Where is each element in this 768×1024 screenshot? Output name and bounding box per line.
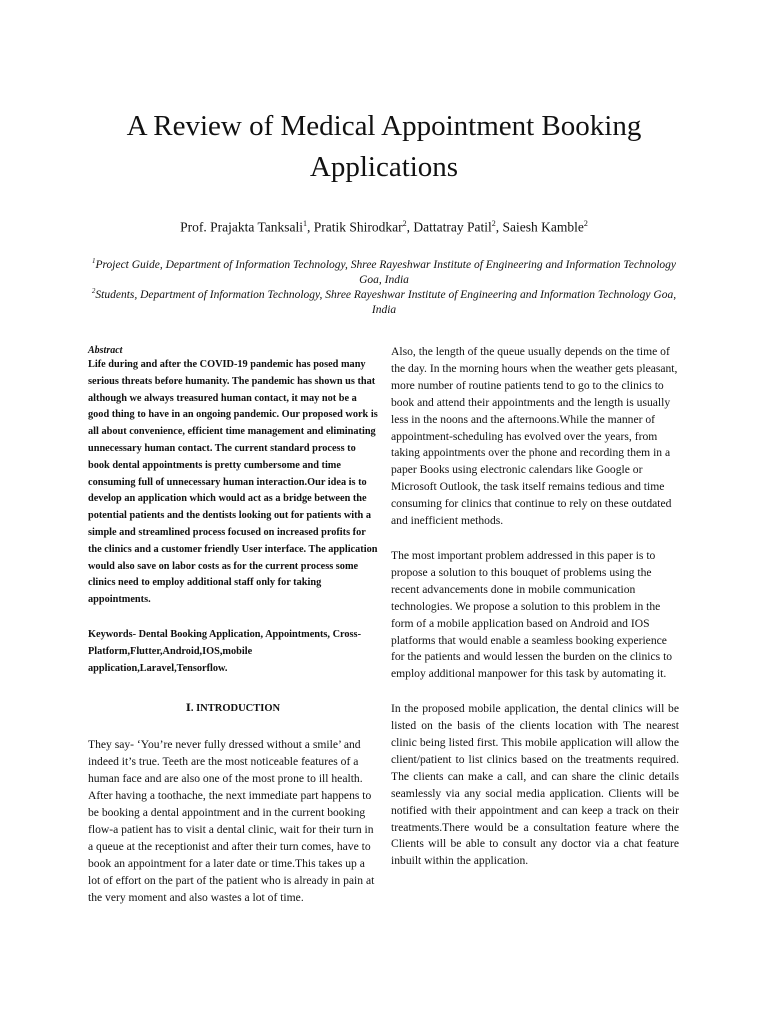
paper-title: A Review of Medical Appointment Booking Applications (126, 110, 642, 183)
author-name: Pratik Shirodkar (313, 219, 403, 235)
body-paragraph: Also, the length of the queue usually depends on the time of the day. In the morning hours when the weather gets pleasant, more number of routine patients tend to go to the clinics to book and attend their appointments and the length is usually less in the noons and the afternoons.While the manner of appointment-scheduling has evolved over the years, from taking appointments over the phone and recording them in a paper Books using electronic calendars like Google or Microsoft Outlook, the task itself remains tedious and time consuming for clinics that continue to rely on these outdated and inefficient methods. (391, 345, 678, 528)
abstract-heading: Abstract (88, 345, 123, 356)
affiliation-marker: 1 (91, 257, 96, 265)
author-affiliation-marker: 2 (491, 219, 496, 228)
body-paragraph: The most important problem addressed in this paper is to propose a solution to this bouquet of problems using the recent advancements done in mobile communication technologies. We propose a solution to this problem in the form of a mobile application based on Android and IOS platforms that would enable a seamless booking experience for the patients and would lessen the burden on the clinics to employ additional manpower for this task by automating it. (391, 548, 673, 681)
author-name: Prof. Prajakta Tanksali (180, 219, 304, 235)
author-name: Saiesh Kamble (502, 219, 584, 235)
affiliation-marker: 2 (91, 287, 96, 295)
affiliation-text: Project Guide, Department of Information Technology, Shree Rayeshwar Institute of Engineering and Information Technology Goa, India (95, 258, 677, 287)
left-column (88, 344, 378, 906)
author-affiliation-marker: 1 (303, 219, 308, 228)
keywords-text: Keywords- Dental Booking Application, Appointments, Cross-Platform,Flutter,Android,IOS,mobile application,Laravel,Tensorflow. (88, 628, 361, 674)
section-heading-introduction: Ⅰ. INTRODUCTION (185, 703, 281, 715)
abstract-text: Life during and after the COVID-19 pandemic has posed many serious threats before humanity. The pandemic has shown us that although we always treasured human contact, it may not be a good thing to have in an ongoing pandemic. Our proposed work is all about convenience, efficient time management and eliminating unnecessary human contact. The current standard process to book dental appointments is pretty cumbersome and time consuming full of unnecessary human interaction.Our idea is to develop an application which would act as a bridge between the potential patients and the dentists looking out for patients with a simple and streamlined process focused on increased profits for the clinics and a customer friendly User interface. The application would also save on labor costs as for the current process some clinics need to employ additional staff only for taking appointments. (88, 359, 378, 606)
affiliation-text: Students, Department of Information Technology, Shree Rayeshwar Institute of Engineering and Information Technology Goa, India (95, 288, 677, 317)
body-paragraph: In the proposed mobile application, the dental clinics will be listed on the basis of the clients location with The nearest clinic being listed first. This mobile application will allow the client/patient to list clinics based on the treatments required. The clients can make a call, and can share the clinic details seamlessly via any social media application. Clients will be notified with their appointment and can keep a track on their treatments.There would be a consultation feature where the Clients will be able to consult any doctor via a chat feature inbuilt within the application. (391, 702, 679, 868)
author-name: Dattatray Patil (413, 219, 492, 235)
author-affiliation-marker: 2 (583, 219, 588, 228)
author-affiliation-marker: 2 (402, 219, 407, 228)
affiliation (90, 284, 678, 319)
right-column (391, 344, 679, 870)
introduction-paragraph: They say- ‘You’re never fully dressed without a smile’ and indeed it’s true. Teeth are the most noticeable features of a human face and are also one of the most prone to ill health. After having a toothache, the next immediate part happens to be booking a dental appointment and in the current booking flow-a patient has to visit a dental clinic, wait for their turn in a queue at the receptionist and after their turn comes, have to book an appointment for a later date or time.This takes up a lot of effort on the part of the patient who is already in pain at the very moment and also wastes a lot of time. (88, 738, 375, 904)
author-list: Prof. Prajakta Tanksali$^1$, Pratik Shirodkar$^2$, Dattatray Patil$^2$, Saiesh Kamble$^2$ (180, 219, 588, 235)
